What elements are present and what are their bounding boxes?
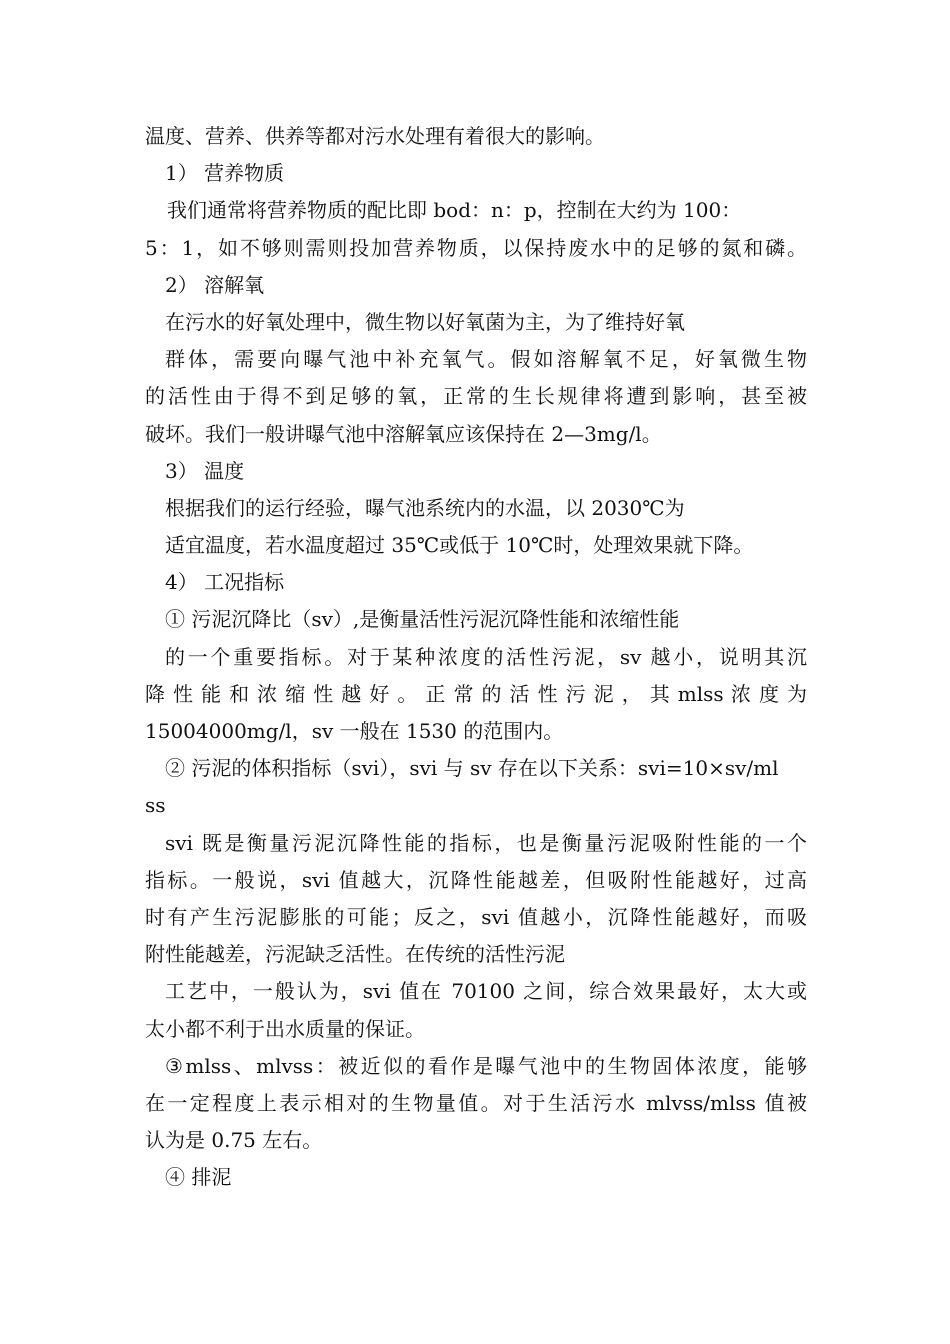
text-line: 5：1，如不够则需则投加营养物质，以保持废水中的足够的氮和磷。 [145, 235, 807, 260]
text-line: 群体，需要向曝气池中补充氧气。假如溶解氧不足，好氧微生物 [165, 347, 807, 372]
text-line: 的一个重要指标。对于某种浓度的活性污泥，sv 越小，说明其沉 [165, 644, 807, 669]
text-line: 根据我们的运行经验，曝气池系统内的水温，以 2030℃为 [165, 495, 685, 520]
text-line: 我们通常将营养物质的配比即 bod：n：p，控制在大约为 100： [167, 198, 742, 223]
text-line: 温度、营养、供养等都对污水处理有着很大的影响。 [145, 124, 605, 148]
text-line: 降 性 能 和 浓 缩 性 越 好 。 正 常 的 活 性 污 泥 ， 其 mlss 浓 度 为 [145, 681, 807, 706]
text-line: 时有产生污泥膨胀的可能；反之，svi 值越小，沉降性能越好，而吸 [145, 904, 807, 929]
text-line: ② 污泥的体积指标（svi），svi 与 sv 存在以下关系：svi=10×sv/ml [165, 756, 779, 781]
text-line: 在污水的好氧处理中，微生物以好氧菌为主，为了维持好氧 [165, 309, 685, 334]
text-line: ③mlss、mlvss：被近似的看作是曝气池中的生物固体浓度，能够 [165, 1053, 807, 1078]
text-line: 附性能越差，污泥缺乏活性。在传统的活性污泥 [145, 942, 565, 967]
document-body [145, 118, 807, 1196]
text-line: ① 污泥沉降比（sv）,是衡量活性污泥沉降性能和浓缩性能 [165, 607, 680, 632]
section-heading: 1） 营养物质 [165, 161, 285, 186]
text-line: 指标。一般说，svi 值越大，沉降性能越差，但吸附性能越好，过高 [145, 867, 807, 892]
text-line: 太小都不利于出水质量的保证。 [145, 1016, 425, 1041]
text-line: svi 既是衡量污泥沉降性能的指标，也是衡量污泥吸附性能的一个 [165, 830, 807, 855]
text-line: 适宜温度，若水温度超过 35℃或低于 10℃时，处理效果就下降。 [165, 533, 754, 558]
text-line: 在一定程度上表示相对的生物量值。对于生活污水 mlvss/mlss 值被 [145, 1090, 807, 1115]
text-line: 15004000mg/l，sv 一般在 1530 的范围内。 [145, 719, 564, 743]
text-line: 破坏。我们一般讲曝气池中溶解氧应该保持在 2—3mg/l。 [145, 421, 662, 446]
text-line: ④ 排泥 [165, 1165, 232, 1190]
text-line: ss [145, 793, 166, 818]
section-heading: 3） 温度 [165, 458, 245, 483]
text-line: 认为是 0.75 左右。 [145, 1128, 323, 1153]
text-line: 工艺中，一般认为，svi 值在 70100 之间，综合效果最好，太大或 [165, 979, 807, 1004]
section-heading: 4） 工况指标 [165, 570, 285, 595]
text-line: 的活性由于得不到足够的氧，正常的生长规律将遭到影响，甚至被 [145, 384, 807, 409]
section-heading: 2） 溶解氧 [165, 272, 265, 297]
